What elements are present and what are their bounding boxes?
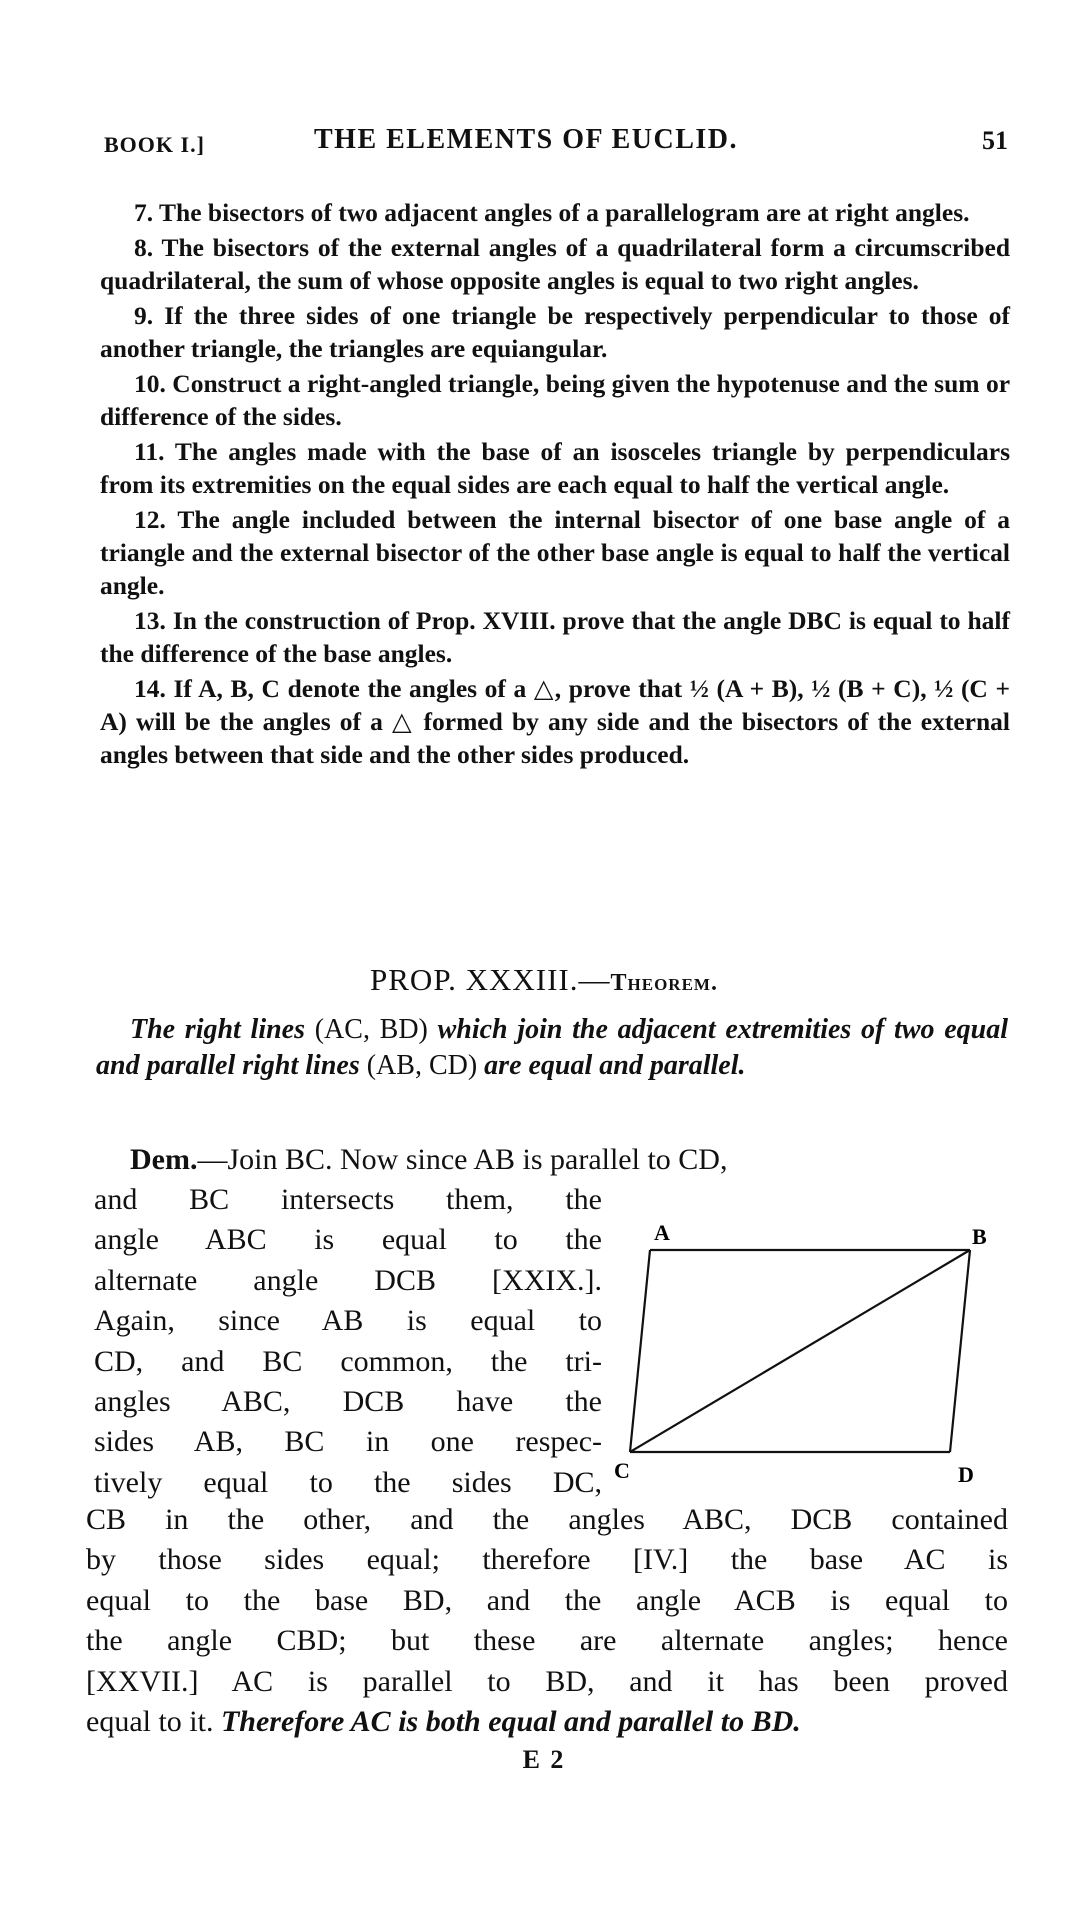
statement-part: (AB, CD) bbox=[366, 1050, 478, 1081]
signature-mark: E 2 bbox=[522, 1745, 566, 1774]
label-b: B bbox=[972, 1224, 987, 1249]
exercise-number: 7. bbox=[134, 198, 154, 227]
label-a: A bbox=[654, 1220, 670, 1245]
demonstration-text: equal to it. bbox=[86, 1705, 221, 1739]
demonstration-line: and BC intersects them, the bbox=[94, 1183, 602, 1216]
running-title: THE ELEMENTS OF EUCLID. bbox=[314, 124, 738, 155]
demonstration-lead: Dem. bbox=[130, 1143, 198, 1176]
line-bd bbox=[950, 1250, 970, 1452]
demonstration-first-line bbox=[130, 1140, 1010, 1180]
statement-part: (AC, BD) bbox=[314, 1014, 428, 1045]
demonstration-line: by those sides equal; therefore [IV.] the base AC is bbox=[86, 1543, 1008, 1577]
label-d: D bbox=[958, 1462, 974, 1487]
line-bc bbox=[630, 1250, 970, 1452]
exercise-text: The bisectors of two adjacent angles of a parallelogram are at right angles. bbox=[159, 198, 970, 227]
proposition-heading bbox=[0, 962, 1088, 998]
statement-part: are equal and parallel. bbox=[477, 1050, 746, 1081]
exercise-text: The bisectors of the external angles of a quadrilateral form a circumscribed quadrilateral, the sum of whose opposite angles is equal to two right angles. bbox=[100, 233, 1011, 295]
exercise-number: 12. bbox=[134, 505, 166, 534]
parallelogram-figure bbox=[614, 1220, 1000, 1487]
exercise-item bbox=[100, 604, 1010, 670]
exercise-item bbox=[100, 299, 1010, 365]
exercise-number: 11. bbox=[134, 437, 165, 466]
exercise-text: Construct a right-angled triangle, being given the hypotenuse and the sum or difference of the sides. bbox=[100, 369, 1011, 431]
exercise-text: If A, B, C denote the angles of a △, prove that ½ (A + B), ½ (B + C), ½ (C + A) will be the angles of a △ formed by any side and the bisectors of the external angles between that side and the other sides produced. bbox=[100, 674, 1010, 769]
conclusion-text: BD. bbox=[744, 1705, 801, 1739]
theorem-statement bbox=[96, 1012, 1008, 1084]
exercise-item bbox=[100, 196, 1010, 229]
exercise-text: In the construction of Prop. XVIII. prove that the angle DBC is equal to half the difference of the base angles. bbox=[100, 606, 1011, 668]
exercise-item bbox=[100, 367, 1010, 433]
demonstration-line: the angle CBD; but these are alternate angles; hence bbox=[86, 1624, 1008, 1658]
statement-part: The right lines bbox=[130, 1014, 315, 1045]
conclusion-text: AC bbox=[344, 1705, 399, 1739]
demonstration-line: [XXVII.] AC is parallel to BD, and it has been proved bbox=[86, 1664, 1008, 1698]
page-number: 51 bbox=[982, 126, 1008, 155]
demonstration-line: sides AB, BC in one respec- bbox=[94, 1425, 602, 1459]
demonstration-line: CB in the other, and the angles ABC, DCB contained bbox=[86, 1503, 1008, 1536]
exercise-list bbox=[100, 196, 1010, 773]
exercise-item bbox=[100, 503, 1010, 602]
exercise-number: 13. bbox=[134, 606, 166, 635]
demonstration-line: equal to the base BD, and the angle ACB is equal to bbox=[86, 1583, 1008, 1617]
exercise-number: 14. bbox=[134, 674, 166, 703]
conclusion-text: is both equal and parallel to bbox=[398, 1705, 745, 1739]
exercise-item bbox=[100, 231, 1010, 297]
conclusion-text: Therefore bbox=[220, 1705, 345, 1739]
exercise-text: The angles made with the base of an isosceles triangle by perpendiculars from its extremities on the equal sides are each equal to half the vertical angle. bbox=[100, 437, 1010, 499]
demonstration-line: tively equal to the sides DC, bbox=[94, 1465, 602, 1499]
running-header bbox=[104, 124, 1008, 164]
demonstration-text: —Join BC. Now since AB is parallel to CD, bbox=[197, 1143, 728, 1176]
demonstration-line: alternate angle DCB [XXIX.]. bbox=[94, 1263, 602, 1297]
exercise-item bbox=[100, 672, 1010, 771]
demonstration-continuation bbox=[86, 1500, 1008, 1742]
line-ac bbox=[630, 1250, 650, 1452]
proposition-subtitle: Theorem. bbox=[610, 970, 718, 996]
demonstration-line: Again, since AB is equal to bbox=[94, 1304, 602, 1338]
demonstration-column bbox=[94, 1180, 602, 1503]
proposition-title: PROP. XXXIII.— bbox=[370, 962, 611, 997]
demonstration-line: CD, and BC common, the tri- bbox=[94, 1344, 602, 1378]
label-c: C bbox=[614, 1458, 630, 1483]
conclusion-line bbox=[86, 1702, 1008, 1742]
exercise-number: 10. bbox=[134, 369, 166, 398]
exercise-item bbox=[100, 435, 1010, 501]
exercise-text: If the three sides of one triangle be respectively perpendicular to those of another triangle, the triangles are equiangular. bbox=[100, 301, 1010, 363]
demonstration-line: angle ABC is equal to the bbox=[94, 1223, 602, 1257]
exercise-number: 9. bbox=[134, 301, 154, 330]
parallelogram-diagram bbox=[614, 1220, 1000, 1487]
exercise-number: 8. bbox=[134, 233, 154, 262]
book-reference: BOOK I.] bbox=[104, 132, 205, 157]
statement-part: which join the adjacent extremities of two equal and parallel right lines bbox=[96, 1014, 1008, 1081]
exercise-text: The angle included between the internal bisector of one base angle of a triangle and the external bisector of the other base angle is equal to half the vertical angle. bbox=[100, 505, 1011, 600]
demonstration-line: angles ABC, DCB have the bbox=[94, 1385, 602, 1419]
